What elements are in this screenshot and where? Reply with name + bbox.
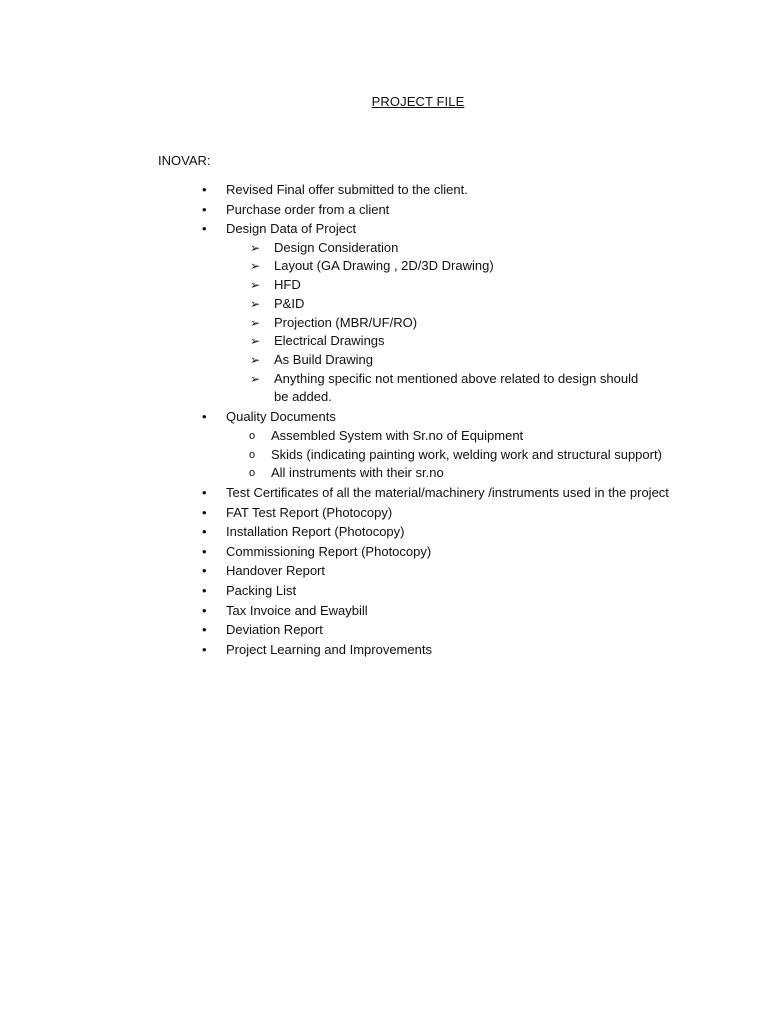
bullet-icon: • [202, 524, 207, 540]
arrow-bullet-icon: ➢ [250, 240, 261, 255]
list-item-text: Project Learning and Improvements [226, 641, 432, 657]
arrow-bullet-icon: ➢ [250, 334, 261, 349]
sub-list-item-text: Layout (GA Drawing , 2D/3D Drawing) [274, 258, 494, 274]
list-item [0, 581, 768, 601]
list-item [0, 503, 768, 523]
sub-list-item [0, 239, 768, 258]
circle-bullet-icon: o [249, 448, 256, 461]
bullet-icon: • [202, 563, 207, 579]
bullet-icon: • [202, 602, 207, 618]
sub-list-item-text: Electrical Drawings [274, 333, 385, 349]
sub-list-item [0, 370, 654, 407]
section-label: INOVAR: [158, 153, 211, 168]
arrow-bullet-icon: ➢ [250, 296, 261, 311]
list-item-text: Design Data of Project [226, 221, 357, 237]
bullet-icon: • [202, 504, 207, 520]
sub-list-item-text: Skids (indicating painting work, welding work and structural support) [271, 446, 662, 462]
sub-list-item [0, 295, 768, 314]
list-item [0, 561, 768, 581]
sub-list-item [0, 276, 768, 295]
arrow-bullet-icon: ➢ [250, 259, 261, 274]
sub-list-item [0, 446, 768, 465]
list-item [0, 483, 768, 503]
list-item-text: Revised Final offer submitted to the client. [226, 182, 468, 197]
sub-list-item [0, 464, 768, 483]
sub-list-item-text: HFD [274, 277, 301, 293]
list-item-text: Installation Report (Photocopy) [226, 524, 405, 540]
sub-list-item-text: All instruments with their sr.no [271, 465, 444, 481]
list-item [0, 522, 768, 542]
list-item-text: Test Certificates of all the material/machinery /instruments used in the project [226, 485, 669, 501]
arrow-bullet-icon: ➢ [250, 371, 261, 386]
bullet-icon: • [202, 543, 207, 559]
bullet-icon: • [202, 583, 207, 599]
sub-list-item-text: Assembled System with Sr.no of Equipment [271, 427, 524, 443]
list-item [0, 200, 768, 220]
checklist [0, 180, 768, 659]
list-item [0, 601, 768, 621]
sub-list-item-text: Projection (MBR/UF/RO) [274, 314, 418, 330]
document-title: PROJECT FILE [371, 94, 465, 109]
list-item-text: Deviation Report [226, 622, 323, 638]
bullet-icon: • [202, 641, 207, 657]
sub-list-item [0, 332, 768, 351]
list-item-text: Packing List [226, 583, 297, 599]
bullet-icon: • [202, 485, 207, 501]
bullet-icon: • [202, 622, 207, 638]
list-item-text: Commissioning Report (Photocopy) [226, 543, 432, 559]
sub-list-item-text: P&ID [274, 295, 305, 311]
arrow-bullet-icon: ➢ [250, 278, 261, 293]
list-item [0, 640, 768, 660]
list-item-text: Tax Invoice and Ewaybill [226, 602, 368, 618]
bullet-icon: • [202, 221, 207, 237]
bullet-icon: • [202, 409, 207, 425]
list-item [0, 542, 768, 562]
list-item-text: Quality Documents [226, 409, 336, 425]
sub-list-item [0, 427, 768, 446]
arrow-bullet-icon: ➢ [250, 315, 261, 330]
sub-list-item [0, 351, 768, 370]
circle-bullet-icon: o [249, 467, 256, 480]
sub-list-item-text: Anything specific not mentioned above related to design should be added. [274, 370, 639, 405]
bullet-icon: • [202, 182, 207, 197]
sub-list-item [0, 257, 768, 276]
list-item-text: FAT Test Report (Photocopy) [226, 504, 393, 520]
sub-list-item [0, 314, 768, 333]
sub-list-item-text: Design Consideration [274, 239, 399, 255]
list-item [0, 180, 768, 200]
list-item-text: Handover Report [226, 563, 325, 579]
list-item [0, 620, 768, 640]
list-item-text: Purchase order from a client [226, 201, 390, 217]
bullet-icon: • [202, 201, 207, 217]
sub-list-item-text: As Build Drawing [274, 352, 373, 367]
arrow-bullet-icon: ➢ [250, 353, 261, 367]
list-item [0, 407, 768, 427]
list-item [0, 219, 768, 239]
circle-bullet-icon: o [249, 429, 256, 442]
